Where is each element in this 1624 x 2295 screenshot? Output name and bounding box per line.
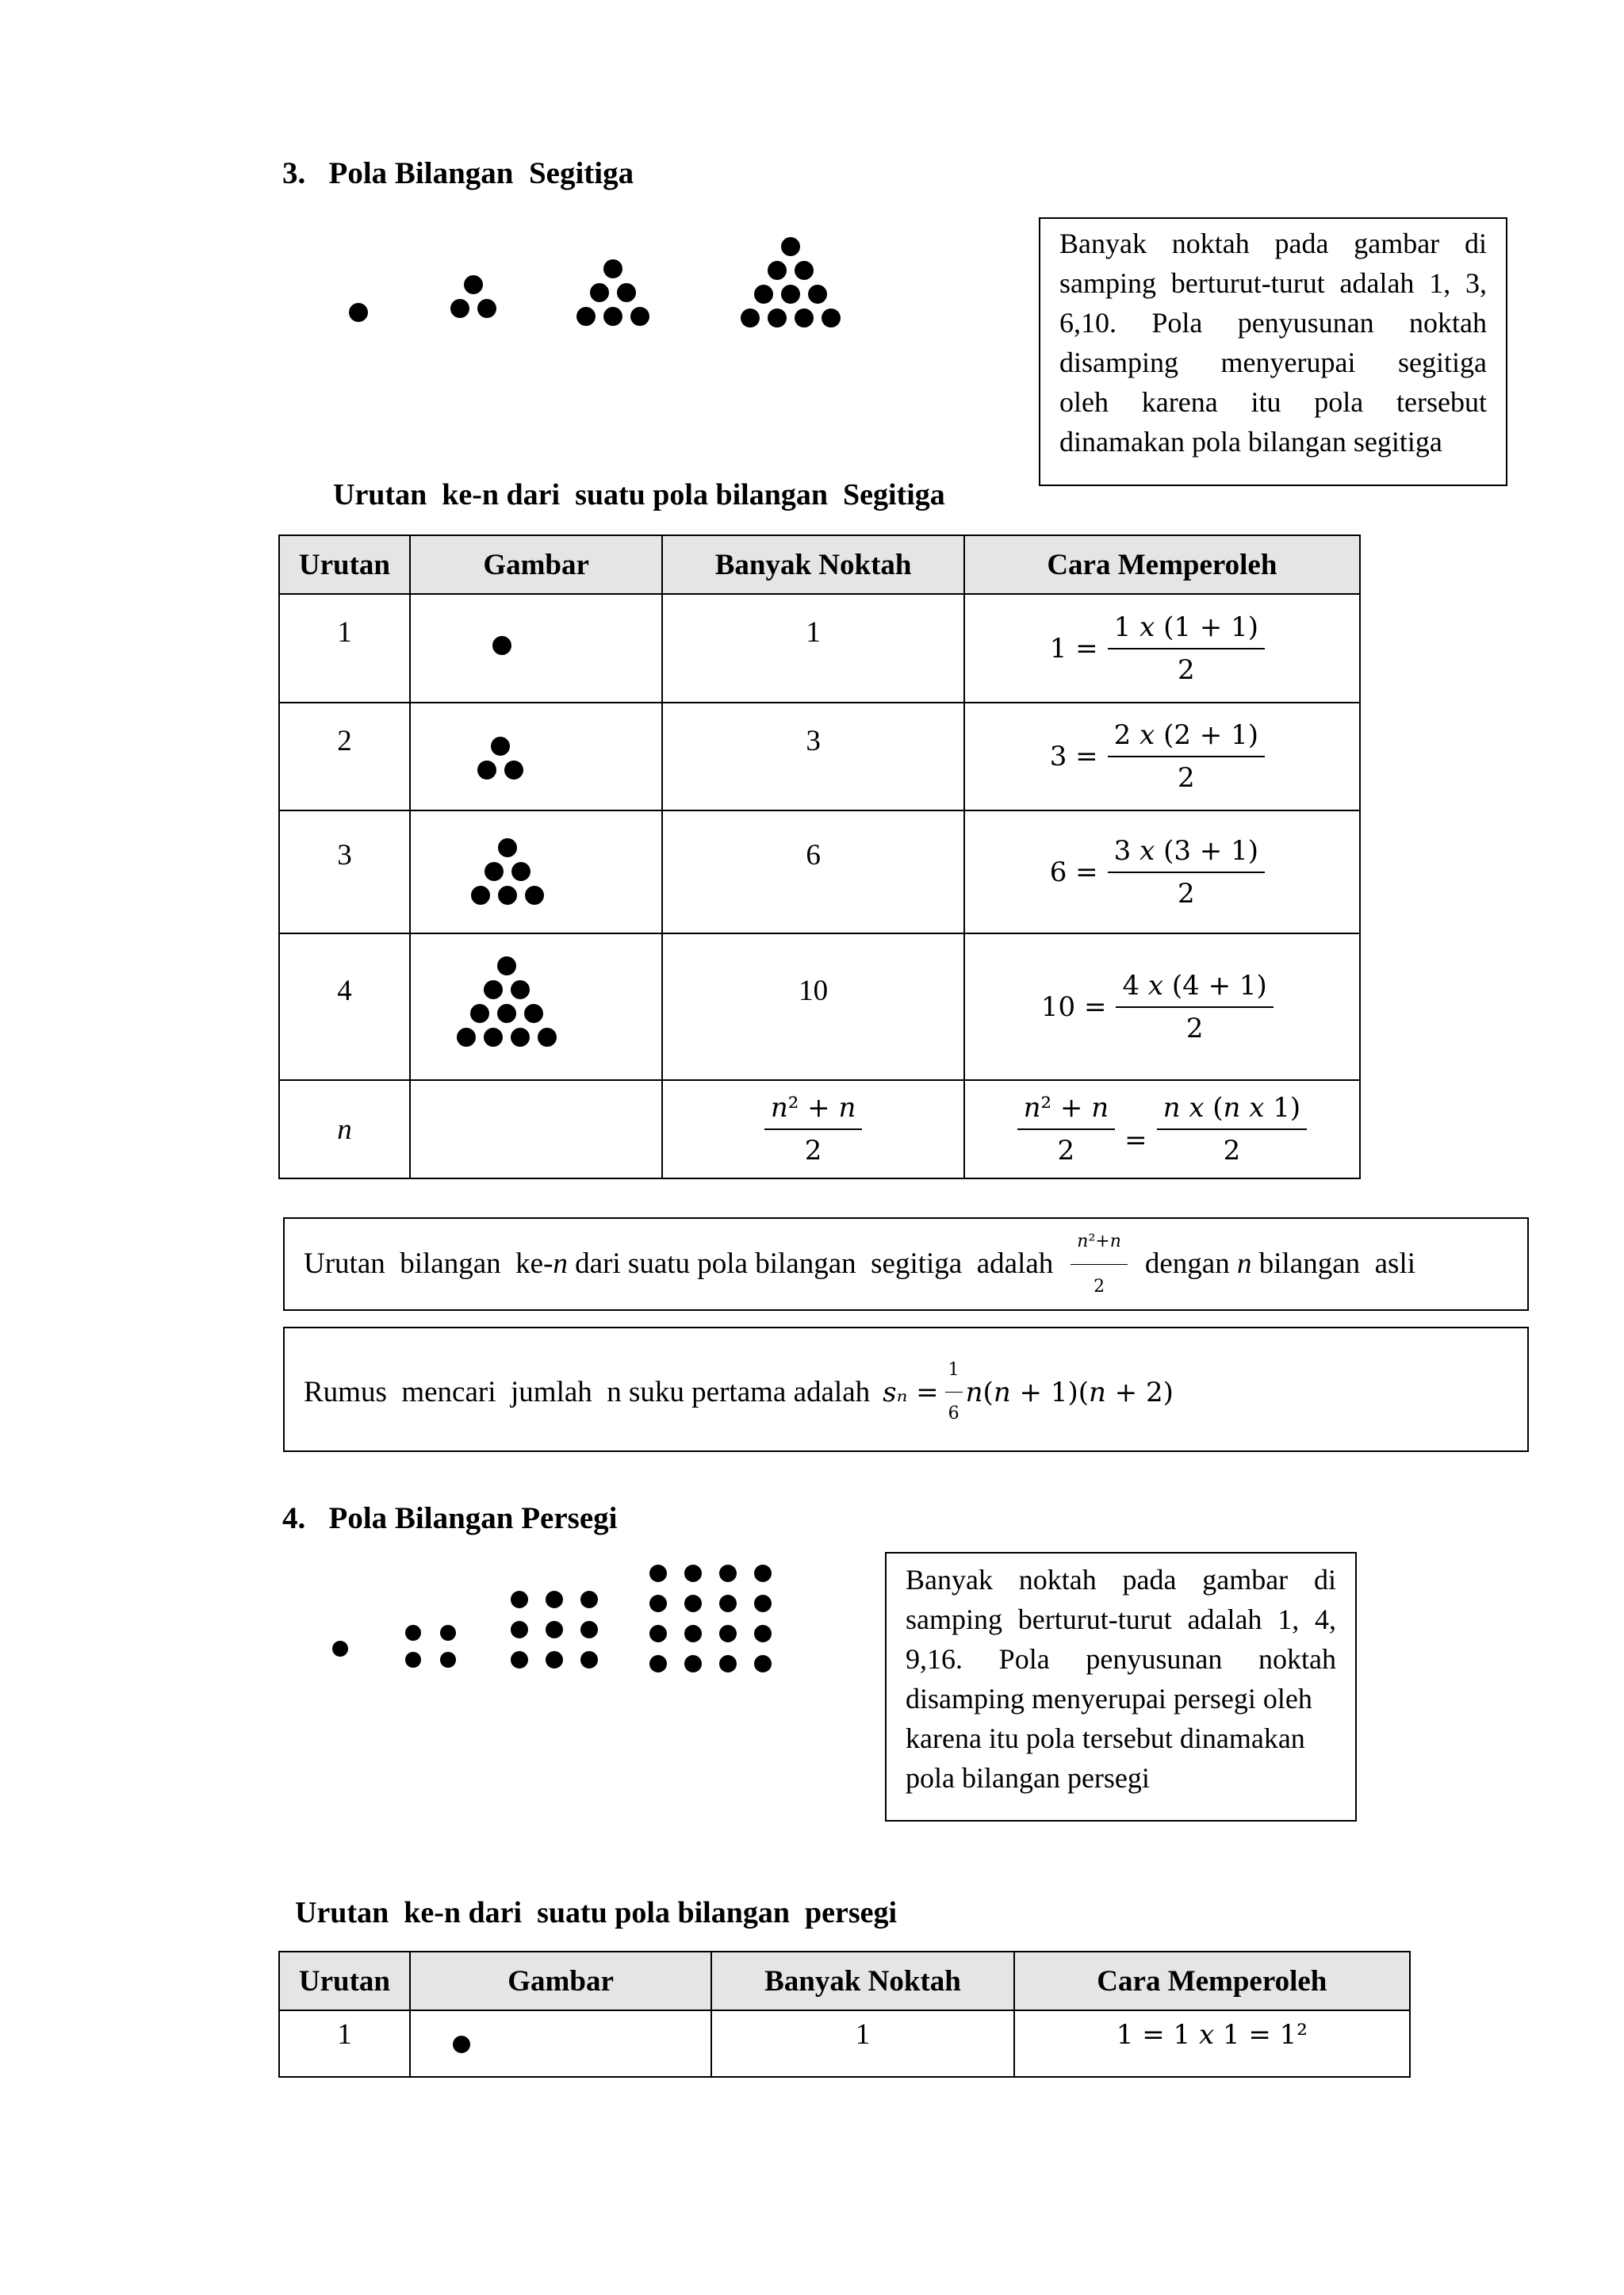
formula-lhs: 10 = xyxy=(1040,990,1107,1023)
dot xyxy=(822,308,841,328)
note-word: segitiga xyxy=(1398,347,1487,378)
dot xyxy=(498,886,517,905)
note-word: itu xyxy=(1251,386,1281,418)
dot xyxy=(719,1625,737,1642)
box1-text-mid: dari suatu pola bilangan segitiga adalah xyxy=(567,1247,1054,1280)
dot xyxy=(538,1028,557,1047)
formula-equals: = xyxy=(1124,1125,1147,1156)
header-cara-memperoleh: Cara Memperoleh xyxy=(964,535,1360,594)
note-word: karena xyxy=(1141,386,1218,418)
dot xyxy=(524,1004,543,1023)
formula-numerator: 4 𝑥 (4 + 1) xyxy=(1116,970,1273,1008)
box1-frac-den: 2 xyxy=(1094,1276,1105,1297)
row-count: 1 xyxy=(662,594,963,703)
header-gambar: Gambar xyxy=(410,1952,711,2010)
header-urutan: Urutan xyxy=(279,535,410,594)
dot xyxy=(684,1595,702,1612)
dot xyxy=(349,303,368,322)
row-index: 2 xyxy=(279,703,410,810)
dot xyxy=(497,956,516,975)
box1-text-before: Urutan bilangan ke- xyxy=(304,1247,553,1280)
note-word: 1, xyxy=(1429,267,1451,299)
square-note-box xyxy=(885,1552,1357,1822)
formula-lhs: 3 = xyxy=(1049,741,1098,772)
formula-lhs: 6 = xyxy=(1049,856,1098,888)
box1-n2: n xyxy=(1236,1247,1252,1280)
note-word: penyusunan xyxy=(1086,1643,1223,1675)
table-row xyxy=(279,2010,1410,2077)
formula-numerator: 3 𝑥 (3 + 1) xyxy=(1108,835,1265,873)
dot xyxy=(576,307,596,326)
box2-text: Rumus mencari jumlah n suku pertama adalah xyxy=(304,1375,871,1408)
formula-left-denominator: 2 xyxy=(1057,1135,1075,1167)
row-index: 4 xyxy=(279,933,410,1080)
note-word: noktah xyxy=(1409,307,1487,339)
dot xyxy=(464,275,483,294)
dot xyxy=(453,2036,470,2053)
row-count: 3 xyxy=(662,703,963,810)
note-word: 4, xyxy=(1314,1603,1336,1635)
count-denominator: 2 xyxy=(804,1135,822,1167)
note-word: di xyxy=(1464,228,1487,259)
note-word: menyerupai xyxy=(1220,347,1356,378)
box1-n: n xyxy=(553,1247,568,1280)
row-figure xyxy=(410,703,663,810)
table-row xyxy=(279,810,1360,933)
box1-text-after: dengan xyxy=(1144,1247,1237,1280)
row-count: 10 xyxy=(662,933,963,1080)
table-row xyxy=(279,933,1360,1080)
dot xyxy=(511,1621,528,1638)
box2-frac-num: 1 xyxy=(945,1351,963,1393)
note-word: pola xyxy=(1314,386,1364,418)
dot xyxy=(580,1591,598,1608)
dot xyxy=(719,1655,737,1672)
note-word: adalah xyxy=(1339,267,1415,299)
note-word: pada xyxy=(1274,228,1329,259)
dot xyxy=(511,1651,528,1669)
triangle-note-text xyxy=(1059,224,1487,422)
dot xyxy=(649,1565,667,1582)
note-word: gambar xyxy=(1354,228,1440,259)
triangle-table xyxy=(278,534,1361,1179)
note-word: penyusunan xyxy=(1237,307,1374,339)
dot xyxy=(546,1591,563,1608)
dot xyxy=(719,1595,737,1612)
formula-right-denominator: 2 xyxy=(1223,1135,1241,1167)
dot xyxy=(477,299,496,318)
table-row xyxy=(279,594,1360,703)
note-word: pada xyxy=(1122,1564,1177,1596)
dot xyxy=(440,1625,456,1641)
note-word: berturut-turut xyxy=(1017,1603,1172,1635)
dot xyxy=(754,1595,772,1612)
row-figure xyxy=(410,933,663,1080)
dot xyxy=(491,737,510,756)
dot xyxy=(590,283,609,302)
dot xyxy=(754,285,773,304)
dot xyxy=(525,886,544,905)
dot xyxy=(795,261,814,280)
note-line xyxy=(906,1560,1336,1600)
dot xyxy=(580,1621,598,1638)
dot xyxy=(617,283,636,302)
triangle-note-last-line: dinamakan pola bilangan segitiga xyxy=(1059,426,1442,458)
header-cara-memperoleh: Cara Memperoleh xyxy=(1014,1952,1410,2010)
row-figure xyxy=(410,594,663,703)
note-word: disamping xyxy=(1059,347,1178,378)
dot xyxy=(497,1004,516,1023)
triangle-table-title: Urutan ke-n dari suatu pola bilangan Segitiga xyxy=(333,478,945,511)
note-word: samping xyxy=(1059,267,1156,299)
box2-frac-den: 6 xyxy=(948,1404,959,1423)
row-figure-empty xyxy=(410,1080,663,1178)
row-formula xyxy=(964,810,1360,933)
note-word: di xyxy=(1313,1564,1336,1596)
row-figure xyxy=(410,2010,711,2077)
note-word: tersebut xyxy=(1396,386,1487,418)
section-4-heading: 4. Pola Bilangan Persegi xyxy=(282,1501,618,1535)
table-row xyxy=(279,703,1360,810)
note-word: adalah xyxy=(1187,1603,1262,1635)
dot xyxy=(511,980,530,999)
triangle-table-header xyxy=(279,535,1360,594)
formula-denominator: 2 xyxy=(1178,877,1195,910)
dot xyxy=(485,862,504,881)
note-word: noktah xyxy=(1018,1564,1097,1596)
dot xyxy=(511,1028,530,1047)
triangle-formula-box xyxy=(283,1217,1529,1311)
note-line xyxy=(906,1600,1336,1639)
dot xyxy=(754,1655,772,1672)
header-urutan: Urutan xyxy=(279,1952,410,2010)
square-note-line-6: pola bilangan persegi xyxy=(906,1762,1150,1794)
dot xyxy=(754,1565,772,1582)
header-banyak-noktah: Banyak Noktah xyxy=(662,535,963,594)
dot xyxy=(477,761,496,780)
note-word: 9,16. xyxy=(906,1643,963,1675)
square-table xyxy=(278,1951,1411,2078)
formula-numerator: 1 𝑥 (1 + 1) xyxy=(1108,611,1265,649)
note-word: oleh xyxy=(1059,386,1109,418)
row-count xyxy=(662,1080,963,1178)
dot xyxy=(450,299,469,318)
dot xyxy=(684,1625,702,1642)
dot xyxy=(630,307,649,326)
note-word: noktah xyxy=(1258,1643,1336,1675)
note-word: Pola xyxy=(1151,307,1203,339)
dot xyxy=(471,886,490,905)
row-index: 3 xyxy=(279,810,410,933)
dot xyxy=(719,1565,737,1582)
note-line xyxy=(1059,263,1487,303)
note-line xyxy=(1059,343,1487,382)
dot xyxy=(768,261,787,280)
note-word: gambar xyxy=(1202,1564,1289,1596)
dot xyxy=(484,980,503,999)
row-index: n xyxy=(279,1080,410,1178)
dot xyxy=(603,259,622,278)
note-word: 1, xyxy=(1277,1603,1300,1635)
dot xyxy=(768,308,787,328)
dot xyxy=(649,1595,667,1612)
formula-denominator: 2 xyxy=(1178,653,1195,686)
square-note-text xyxy=(906,1560,1336,1679)
formula-lhs: 1 = xyxy=(1049,632,1098,665)
note-line xyxy=(1059,382,1487,422)
dot xyxy=(440,1652,456,1668)
row-figure xyxy=(410,810,663,933)
dot xyxy=(504,761,523,780)
dot xyxy=(332,1641,348,1657)
dot xyxy=(546,1621,563,1638)
formula-numerator: 2 𝑥 (2 + 1) xyxy=(1108,719,1265,757)
dot xyxy=(405,1625,421,1641)
dot xyxy=(546,1651,563,1669)
dot xyxy=(741,308,760,328)
dot xyxy=(795,308,814,328)
note-word: samping xyxy=(906,1603,1002,1635)
header-banyak-noktah: Banyak Noktah xyxy=(711,1952,1013,2010)
row-count: 1 xyxy=(711,2010,1013,2077)
dot xyxy=(405,1652,421,1668)
dot xyxy=(511,1591,528,1608)
note-line xyxy=(906,1639,1336,1679)
dot xyxy=(684,1565,702,1582)
section-3-heading: 3. Pola Bilangan Segitiga xyxy=(282,156,634,190)
dot xyxy=(808,285,827,304)
box1-text-after2: bilangan asli xyxy=(1251,1247,1416,1280)
note-word: Pola xyxy=(998,1643,1050,1675)
square-table-header xyxy=(279,1952,1410,2010)
note-line xyxy=(1059,303,1487,343)
dot xyxy=(603,307,622,326)
formula-denominator: 2 xyxy=(1185,1012,1204,1044)
note-word: Banyak xyxy=(906,1564,993,1596)
row-formula xyxy=(964,1080,1360,1178)
dot xyxy=(511,862,530,881)
note-word: Banyak xyxy=(1059,228,1147,259)
dot xyxy=(457,1028,476,1047)
box1-frac-num: 𝑛²+𝑛 xyxy=(1071,1222,1128,1265)
square-note-line-4: disamping menyerupai persegi oleh xyxy=(906,1683,1312,1715)
formula-left-numerator: 𝑛² + 𝑛 xyxy=(1017,1092,1116,1130)
square-table-title: Urutan ke-n dari suatu pola bilangan persegi xyxy=(295,1896,898,1929)
dot xyxy=(492,636,511,655)
note-word: noktah xyxy=(1171,228,1250,259)
dot xyxy=(684,1655,702,1672)
note-word: 3, xyxy=(1465,267,1487,299)
formula-right-numerator: 𝑛 𝑥 (𝑛 𝑥 1) xyxy=(1157,1092,1308,1130)
box2-lhs: 𝑠ₙ = xyxy=(883,1376,939,1408)
dot xyxy=(649,1655,667,1672)
count-numerator: 𝑛² + 𝑛 xyxy=(764,1092,863,1130)
box2-rhs: 𝑛(𝑛 + 1)(𝑛 + 2) xyxy=(965,1376,1174,1408)
dot xyxy=(484,1028,503,1047)
row-index: 1 xyxy=(279,2010,410,2077)
square-note-line-5: karena itu pola tersebut dinamakan xyxy=(906,1722,1305,1754)
row-index: 1 xyxy=(279,594,410,703)
note-word: 6,10. xyxy=(1059,307,1116,339)
dot xyxy=(470,1004,489,1023)
row-formula xyxy=(964,594,1360,703)
note-line xyxy=(1059,224,1487,263)
triangle-note-box xyxy=(1039,217,1507,486)
dot xyxy=(580,1651,598,1669)
row-count: 6 xyxy=(662,810,963,933)
triangle-sum-box xyxy=(283,1327,1529,1452)
dot xyxy=(498,838,517,857)
dot xyxy=(754,1625,772,1642)
row-formula xyxy=(964,933,1360,1080)
dot xyxy=(781,285,800,304)
table-row-n xyxy=(279,1080,1360,1178)
formula-denominator: 2 xyxy=(1178,762,1195,794)
header-gambar: Gambar xyxy=(410,535,663,594)
dot xyxy=(649,1625,667,1642)
row-formula xyxy=(964,703,1360,810)
dot xyxy=(781,237,800,256)
note-word: berturut-turut xyxy=(1170,267,1325,299)
row-formula: 1 = 1 𝑥 1 = 1² xyxy=(1014,2010,1410,2077)
